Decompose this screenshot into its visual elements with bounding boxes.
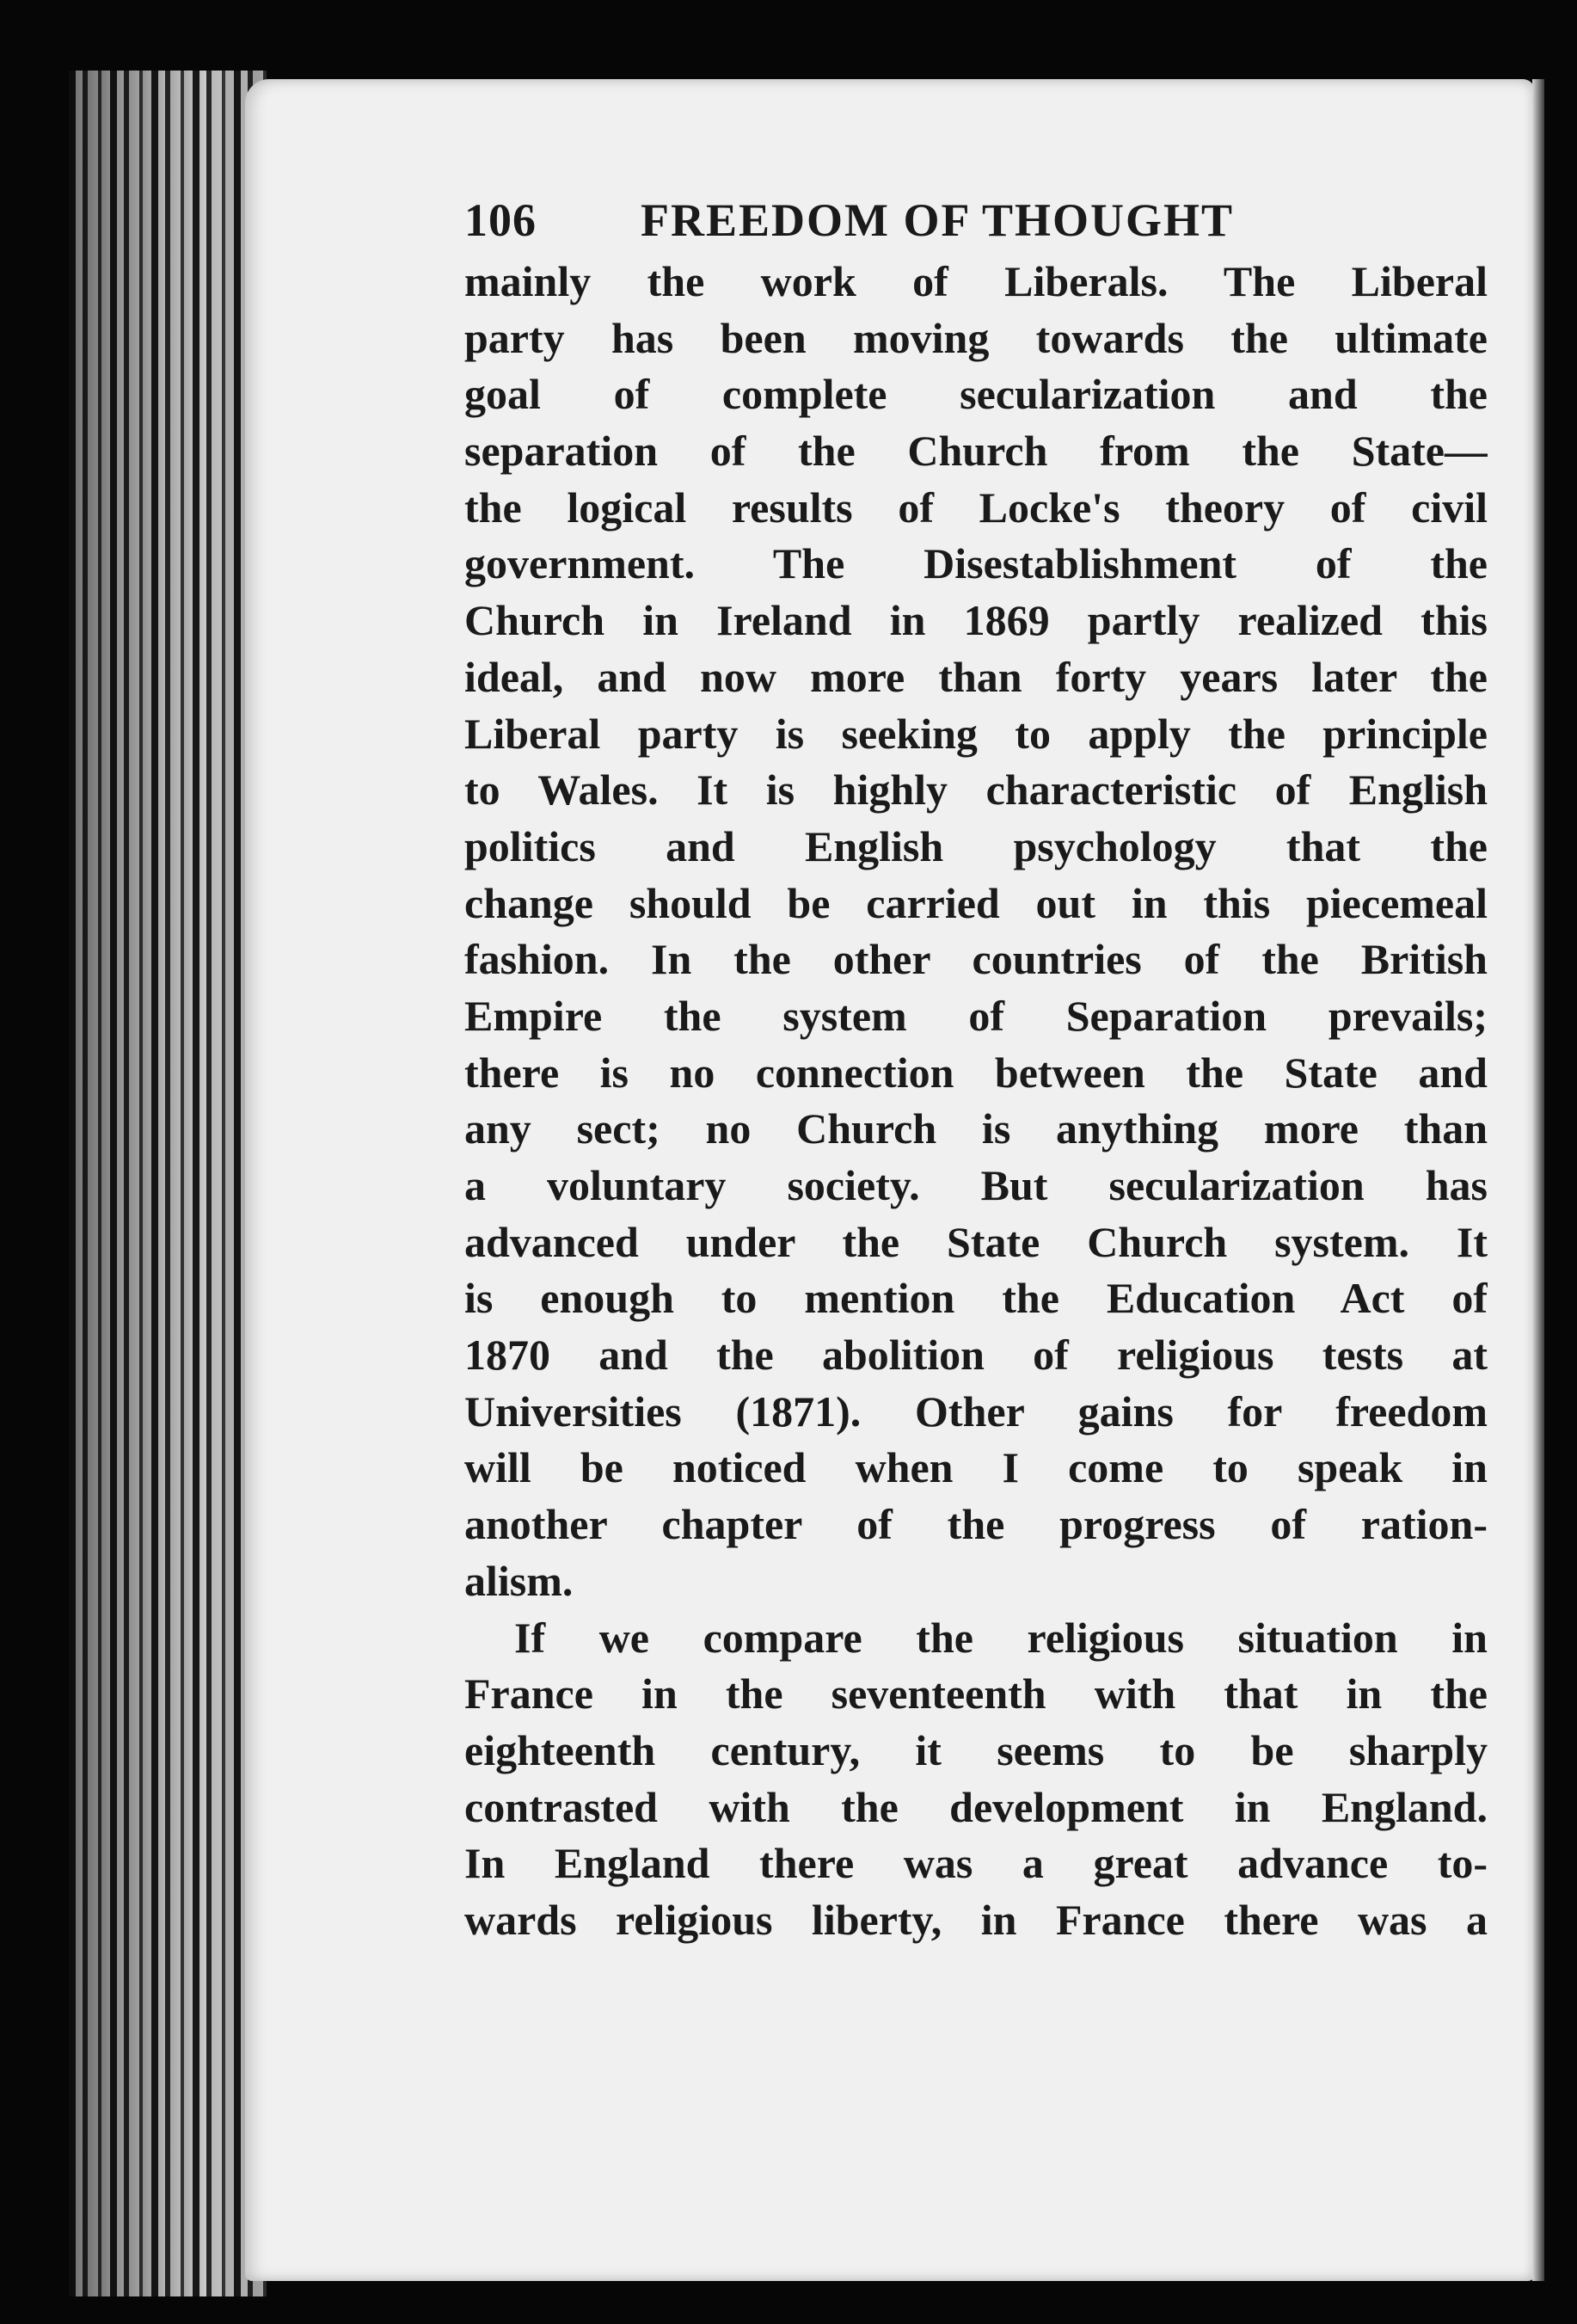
text-line: will be noticed when I come to speak in <box>464 1443 1488 1492</box>
text-line: wards religious liberty, in France there was a <box>464 1895 1488 1944</box>
text-line: Empire the system of Separation prevails; <box>464 991 1488 1040</box>
paragraph-2 <box>464 1610 1488 1949</box>
text-line: another chapter of the progress of ration- <box>464 1500 1488 1549</box>
text-line: If we compare the religious situation in <box>514 1613 1488 1662</box>
text-line: In England there was a great advance to- <box>464 1839 1488 1888</box>
body-text <box>464 254 1488 1949</box>
running-title: FREEDOM OF THOUGHT <box>641 194 1235 246</box>
text-line: government. The Disestablishment of the <box>464 539 1488 588</box>
text-line: separation of the Church from the State— <box>464 427 1488 476</box>
page-number: 106 <box>464 194 537 246</box>
text-line: to Wales. It is highly characteristic of English <box>464 765 1488 815</box>
text-line: fashion. In the other countries of the British <box>464 935 1488 984</box>
text-line: contrasted with the development in England. <box>464 1782 1488 1831</box>
page-edge-shadow <box>69 71 267 2296</box>
paragraph-1 <box>464 254 1488 1610</box>
text-line: a voluntary society. But secularization has <box>464 1161 1488 1209</box>
text-line: alism. <box>464 1556 574 1605</box>
text-line: 1870 and the abolition of religious tests at <box>464 1331 1488 1380</box>
text-line: mainly the work of Liberals. The Liberal <box>464 257 1488 305</box>
text-line: eighteenth century, it seems to be sharply <box>464 1725 1488 1774</box>
text-line: is enough to mention the Education Act of <box>464 1274 1488 1323</box>
text-line: Church in Ireland in 1869 partly realized this <box>464 596 1488 645</box>
text-line: there is no connection between the State and <box>464 1048 1488 1097</box>
text-line: advanced under the State Church system. It <box>464 1217 1488 1266</box>
text-line: ideal, and now more than forty years later the <box>464 652 1488 701</box>
text-line: the logical results of Locke's theory of civil <box>464 483 1488 532</box>
text-line: Universities (1871). Other gains for freedom <box>464 1386 1488 1436</box>
page-gutter-edge <box>1532 79 1544 2281</box>
text-line: party has been moving towards the ultimate <box>464 313 1488 362</box>
text-line: change should be carried out in this piecemeal <box>464 878 1488 927</box>
text-line: goal of complete secularization and the <box>464 370 1488 419</box>
page-content <box>464 194 1488 1949</box>
text-line: politics and English psychology that the <box>464 821 1488 870</box>
text-line: any sect; no Church is anything more than <box>464 1104 1488 1153</box>
running-head <box>464 194 1488 254</box>
text-line: Liberal party is seeking to apply the principle <box>464 709 1488 758</box>
text-line: France in the seventeenth with that in the <box>464 1669 1488 1718</box>
